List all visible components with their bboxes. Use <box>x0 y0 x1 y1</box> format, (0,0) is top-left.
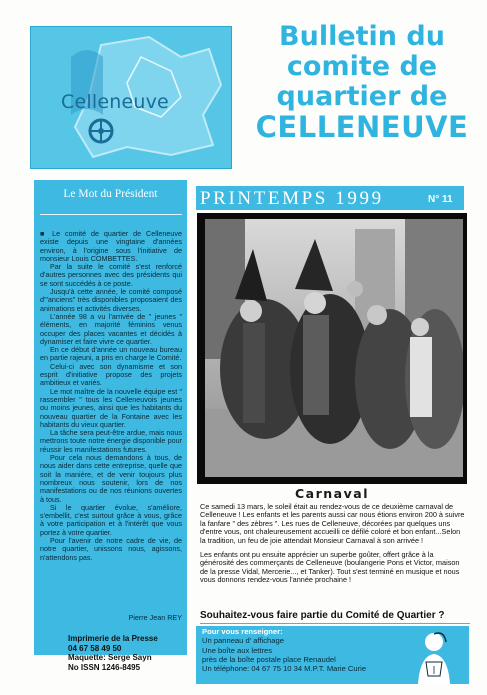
title-line-2: comite de <box>286 51 438 82</box>
join-info <box>202 627 397 673</box>
president-paragraph: Pour cela nous demandons à tous, de nous aider dans cette entreprise, quelle que soit la manière, et de venir toujours plus nombreux nous soutenir, lors de nos manifestations ou de nos réunions ouvertes à tous. <box>40 453 182 504</box>
president-paragraph: L'année 98 a vu l'arrivée de " jeunes " éléments, en majorité féminins venus occuper des places vacantes et décidés à dynamiser et faire vivre ce quartier. <box>40 311 182 346</box>
celleneuve-logo <box>30 26 232 169</box>
imprint-line: Maquette: Serge Sayn <box>68 653 152 663</box>
carnaval-article <box>200 503 466 591</box>
heading-divider <box>40 214 182 215</box>
president-heading: Le Mot du Président <box>63 188 158 200</box>
article-paragraph: Ce samedi 13 mars, le soleil était au rendez-vous de ce deuxième carnaval de Celleneuve ! Les enfants et les parents aussi car nous étions environ 200 à suivre la fanfare " des zèbres ". Les rues de Celleneuve, décorées par quelques uns d'entre vous, ont chaleureusement accueilli ce défilé coloré et bon enfant...Selon la tradition, un feu de joie attendait Monsieur Carnaval à son arrivée ! <box>200 502 465 545</box>
president-paragraph: Si le quartier évolue, s'améliore, s'embellit, c'est surtout grâce à vous, grâce à votre participation et à l'intérêt que vous portez à votre quartier. <box>40 502 182 537</box>
president-paragraph: Par la suite le comité s'est renforcé d'autres personnes avec des présidents qui se sont succédés à ce poste. <box>40 262 182 288</box>
join-info-line: Un téléphone: 04 67 75 10 34 M.P.T. Marie Curie <box>202 664 367 674</box>
join-info-line: près de la boîte postale place Renaudel <box>202 654 336 664</box>
president-paragraph: La tâche sera peut-être ardue, mais nous mettrons toute notre énergie disponible pour réussir les manifestations futures. <box>40 428 182 454</box>
imprint-line: 04 67 58 49 50 <box>68 643 122 653</box>
join-info-line: Un panneau d' affichage <box>202 636 284 646</box>
carnaval-photo <box>205 219 463 477</box>
person-illustration-icon <box>404 626 464 684</box>
imprint-line: No ISSN 1246-8495 <box>68 662 141 672</box>
title-line-3: quartier de <box>276 81 448 112</box>
title-line-1: Bulletin du <box>279 21 445 52</box>
join-divider <box>200 623 470 624</box>
president-paragraph: Jusqu'à cette année, le comité composé d'"anciens" très disponibles proposaient des animations et activités diverses. <box>40 287 182 313</box>
issue-season: PRINTEMPS 1999 <box>200 188 384 209</box>
photo-caption: Carnaval <box>295 486 369 501</box>
president-paragraph: Celui-ci avec son dynamisme et son esprit d'initiative propose des projets ambitieux et variés. <box>40 361 182 388</box>
signature: Pierre Jean REY <box>128 613 182 622</box>
join-title: Souhaitez-vous faire partie du Comité de Quartier ? <box>200 610 445 621</box>
issue-number: N° 11 <box>428 194 453 205</box>
join-info-heading: Pour vous renseigner: <box>202 627 283 636</box>
president-paragraph: ■ Le comité de quartier de Celleneuve existe depuis une vingtaine d'années environ, à l'origine sous l'initiative de monsieur Louis COMBETTES. <box>40 229 182 263</box>
imprint-info <box>68 634 188 672</box>
logo-text: Celleneuve <box>61 91 169 113</box>
president-paragraph: Le mot maître de la nouvelle équipe est " rassembler " tous les Celleneuvois jeunes ou moins jeunes, ainsi que les habitants du nouveau quartier de la Fontaine avec les habitants du vieux quartier. <box>40 386 182 429</box>
president-text <box>40 230 182 562</box>
president-paragraph: Pour l'avenir de notre cadre de vie, de notre quartier, unissons nous, agissons, n'attendons pas. <box>40 535 182 562</box>
article-paragraph: Les enfants ont pu ensuite apprécier un superbe goûter, offert grâce à la générosité des commerçants de Celleneuve (boulangerie Pons et Victor, maison de la presse Vidal, Mercerie..., et Tanker). Tout s'est terminé en musique et nous vous donnons rendez-vous l'année prochaine ! <box>200 550 460 585</box>
join-info-line: Une boîte aux lettres <box>202 645 273 655</box>
bulletin-title <box>244 22 480 142</box>
president-paragraph: En ce début d'année un nouveau bureau en partie rajeuni, a pris en charge le Comité. <box>40 345 182 363</box>
imprint-line: Imprimerie de la Presse <box>68 634 158 643</box>
title-line-4: CELLENEUVE <box>255 110 469 144</box>
